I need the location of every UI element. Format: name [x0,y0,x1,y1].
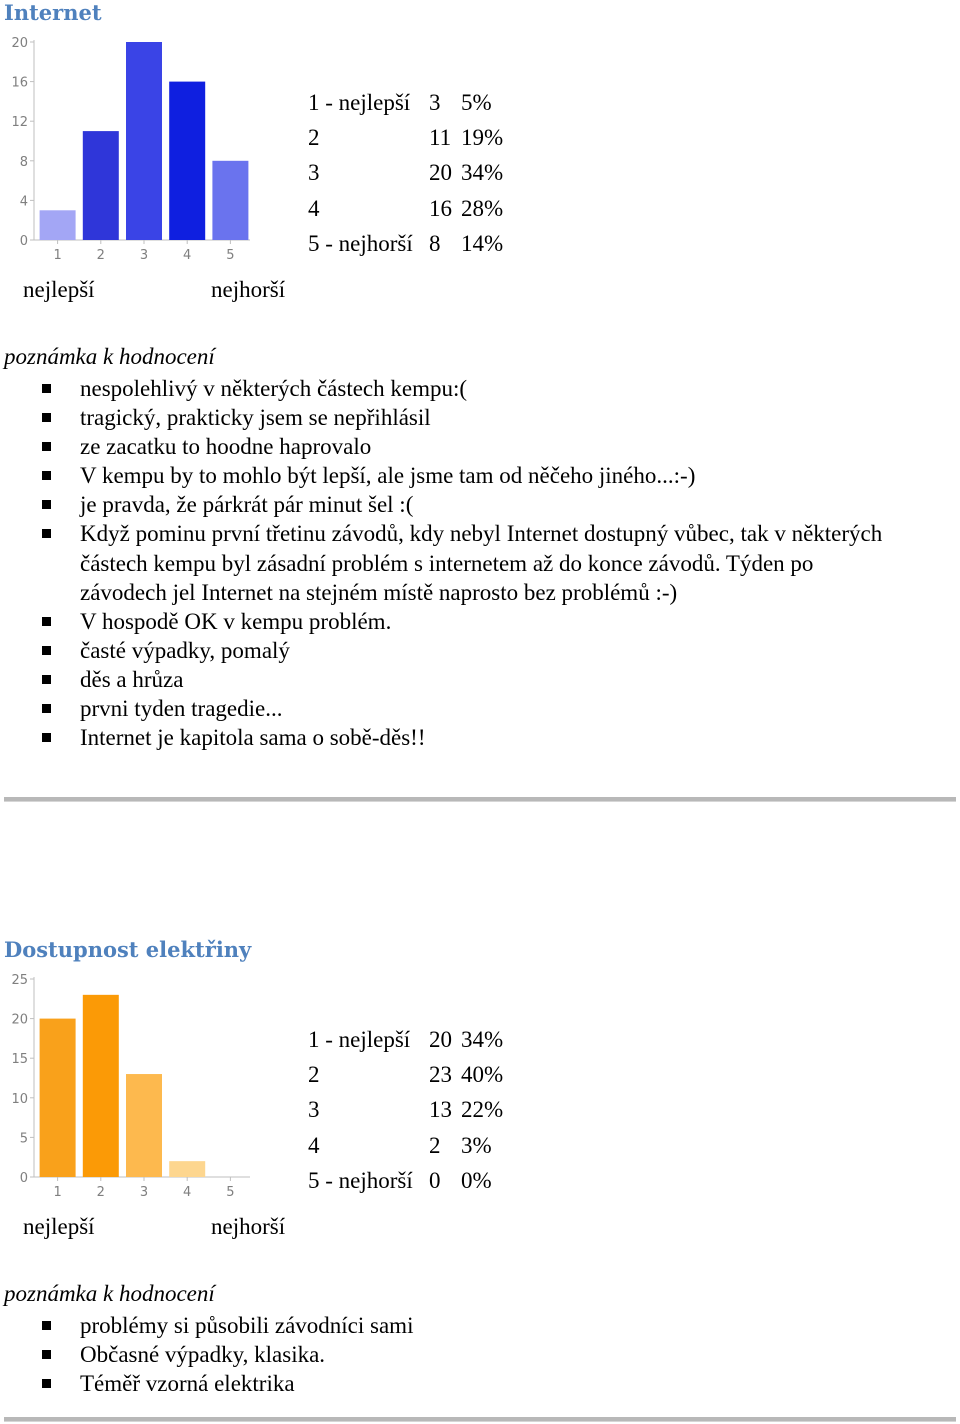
summary-percent: 22% [461,1097,504,1123]
note-text: Občasné výpadky, klasika. [80,1342,326,1368]
y-tick-label: 25 [11,973,28,988]
bullet-icon [42,1379,51,1388]
section-title: Dostupnost elektřiny [4,937,252,962]
bullet-icon [42,646,51,655]
summary-percent: 40% [461,1062,504,1088]
y-tick-label: 4 [19,194,28,210]
bar [169,1161,205,1177]
note-title: poznámka k hodnocení [4,1281,215,1306]
rating-bar-chart [0,30,260,270]
y-tick-label: 0 [19,1171,28,1186]
worst-label: nejhorší [211,1214,286,1239]
list-item [0,461,890,490]
list-item [0,403,890,432]
summary-row [308,1163,521,1198]
summary-count: 0 [429,1167,441,1193]
list-item [0,607,890,636]
bullet-icon [42,1350,51,1359]
y-tick-label: 20 [11,1012,28,1028]
note-text: Když pominu první třetinu závodů, kdy nebyl Internet dostupný vůbec, tak v některých částech kempu byl zásadní problém s internetem až do konce závodů. Týden po závodech jel Internet na stejném místě naprosto bez problémů :-) [80,521,883,605]
list-item [0,374,890,403]
summary-label: 4 [308,1132,320,1158]
y-tick-label: 0 [19,234,28,249]
summary-label: 3 [308,160,320,186]
list-item [0,1369,890,1398]
bullet-icon [42,413,51,422]
x-tick-label: 3 [139,1185,149,1200]
rating-summary [308,1022,521,1198]
list-item [0,490,890,519]
bullet-icon [42,675,51,684]
notes-list [0,374,890,752]
bullet-icon [42,704,51,713]
note-text: časté výpadky, pomalý [80,637,290,663]
note-text: Internet je kapitola sama o sobě-děs!! [80,725,426,751]
note-text: děs a hrůza [80,666,184,692]
note-text: nespolehlivý v některých částech kempu:( [80,376,468,401]
summary-count: 20 [429,160,452,186]
y-tick-label: 10 [11,1091,28,1107]
x-tick-label: 1 [53,248,62,263]
summary-label: 5 - nejhorší [308,230,413,256]
summary-percent: 19% [461,125,504,151]
summary-label: 4 [308,195,320,221]
list-item [0,432,890,461]
summary-row [308,191,521,226]
summary-label: 2 [308,125,320,151]
y-tick-label: 16 [11,75,28,91]
summary-percent: 34% [461,160,504,186]
bullet-icon [42,733,51,742]
y-tick-label: 15 [11,1052,28,1068]
x-tick-label: 2 [96,1185,105,1200]
summary-percent: 0% [461,1167,492,1193]
summary-row [308,85,521,120]
notes-list [0,1311,890,1398]
summary-count: 16 [429,195,452,221]
note-text: V hospodě OK v kempu problém. [80,608,392,634]
summary-label: 5 - nejhorší [308,1167,413,1193]
summary-label: 3 [308,1097,320,1123]
summary-count: 2 [429,1132,441,1158]
bullet-icon [42,617,51,626]
summary-row [308,1092,521,1127]
bullet-icon [42,471,51,480]
bar [83,131,119,240]
note-text: tragický, prakticky jsem se nepřihlásil [80,405,431,431]
note-text: prvni tyden tragedie... [80,696,283,722]
y-tick-label: 8 [19,154,28,170]
bar [40,210,76,240]
bar [212,161,248,240]
summary-count: 20 [429,1027,452,1052]
list-item [0,694,890,723]
summary-label: 1 - nejlepší [308,90,411,115]
list-item [0,665,890,694]
summary-row [308,155,521,190]
best-label: nejlepší [23,1214,95,1239]
summary-row [308,1057,521,1092]
list-item [0,1340,890,1369]
section-divider [4,797,956,802]
best-label: nejlepší [23,277,95,302]
section-divider [4,1417,956,1422]
note-title: poznámka k hodnocení [4,344,215,369]
section-electricity [0,937,960,1424]
note-text: ze zacatku to hoodne haprovalo [80,434,372,460]
summary-count: 3 [429,90,441,115]
list-item [0,636,890,665]
bar [126,42,162,240]
bullet-icon [42,1321,51,1330]
summary-label: 1 - nejlepší [308,1027,411,1052]
note-text: V kempu by to mohlo být lepší, ale jsme tam od něčeho jiného...:-) [80,463,696,489]
summary-percent: 3% [461,1132,492,1158]
summary-percent: 5% [461,90,492,115]
x-tick-label: 1 [53,1185,62,1200]
rating-summary [308,85,521,261]
bar [126,1074,162,1177]
summary-row [308,120,521,155]
summary-percent: 28% [461,195,504,221]
note-text: problémy si působili závodníci sami [80,1313,414,1338]
list-item [0,1311,890,1340]
bullet-icon [42,384,51,393]
y-tick-label: 20 [11,36,28,51]
x-tick-label: 4 [183,1185,192,1200]
worst-label: nejhorší [211,277,286,302]
summary-count: 13 [429,1097,452,1123]
summary-percent: 14% [461,230,504,256]
bullet-icon [42,442,51,451]
x-tick-label: 5 [226,1185,235,1200]
x-tick-label: 4 [183,248,192,263]
bar [83,995,119,1177]
section-title: Internet [4,0,102,25]
y-tick-label: 12 [11,115,28,131]
summary-row [308,226,521,261]
x-tick-label: 5 [226,248,235,263]
list-item [0,519,890,606]
summary-count: 23 [429,1062,452,1088]
bullet-icon [42,500,51,509]
summary-count: 8 [429,230,441,256]
summary-percent: 34% [461,1027,504,1052]
list-item [0,723,890,752]
bar [40,1019,76,1177]
x-tick-label: 3 [139,248,149,263]
bullet-icon [42,529,51,538]
bar [169,82,205,240]
x-tick-label: 2 [96,248,105,263]
summary-label: 2 [308,1062,320,1088]
note-text: Téměř vzorná elektrika [80,1371,295,1397]
summary-count: 11 [429,125,452,151]
y-tick-label: 5 [19,1131,28,1147]
summary-row [308,1022,521,1057]
summary-row [308,1128,521,1163]
rating-bar-chart [0,967,260,1207]
note-text: je pravda, že párkrát pár minut šel :( [80,492,414,518]
